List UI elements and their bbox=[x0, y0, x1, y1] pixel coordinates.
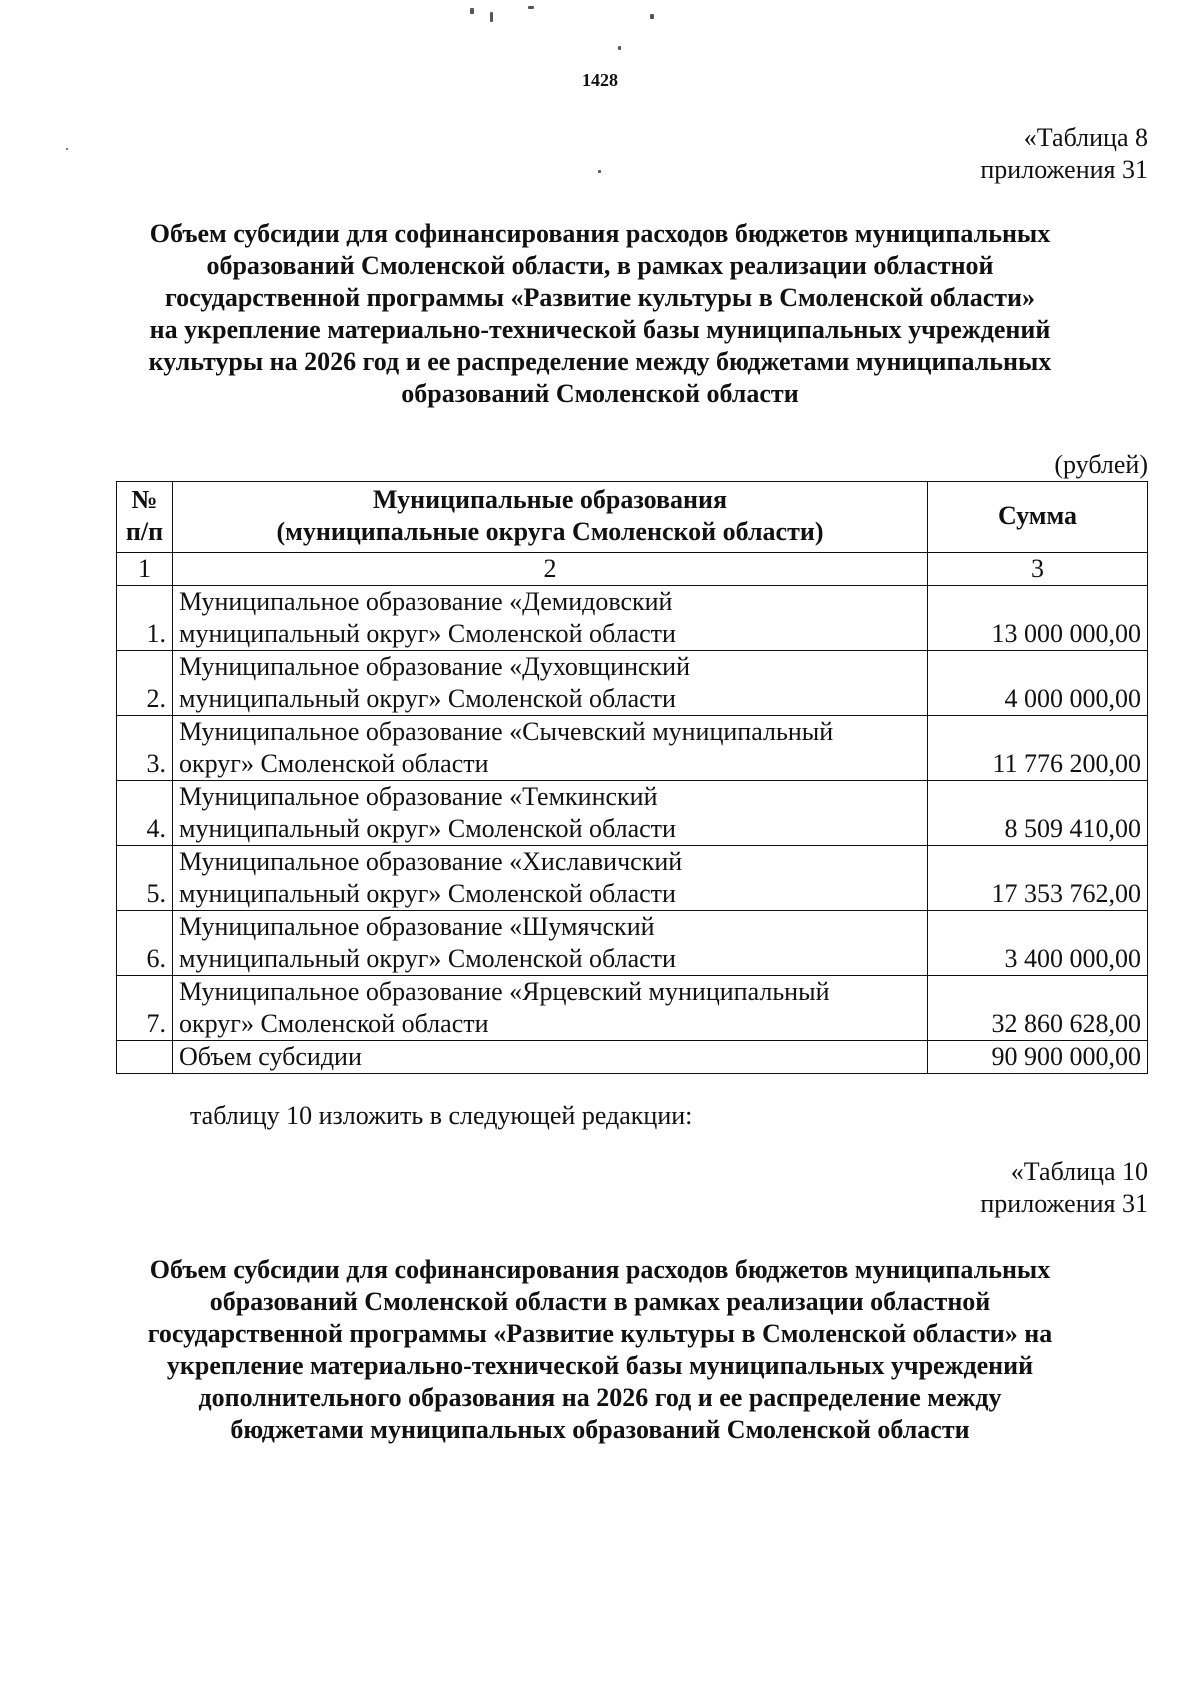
header-municipality bbox=[173, 482, 928, 553]
row-number: 5. bbox=[117, 846, 173, 911]
header-num-line1: № bbox=[131, 485, 158, 514]
row-name-line2: округ» Смоленской области bbox=[179, 749, 489, 778]
title-line: государственной программы «Развитие культуры в Смоленской области» bbox=[164, 283, 1036, 312]
table-row bbox=[117, 781, 1148, 846]
row-number: 6. bbox=[117, 911, 173, 976]
title-line: Объем субсидии для софинансирования расходов бюджетов муниципальных bbox=[149, 1255, 1051, 1284]
total-amount: 90 900 000,00 bbox=[928, 1041, 1148, 1074]
row-name-line1: Муниципальное образование «Хиславичский bbox=[179, 847, 683, 876]
row-name-line2: округ» Смоленской области bbox=[179, 1009, 489, 1038]
units-label: (рублей) bbox=[1054, 450, 1148, 479]
table-8-title bbox=[100, 218, 1100, 410]
row-name-line1: Муниципальное образование «Духовщинский bbox=[179, 652, 691, 681]
row-number: 1. bbox=[117, 586, 173, 651]
scan-speck bbox=[490, 12, 493, 22]
title-line: укрепление материально-технической базы муниципальных учреждений bbox=[166, 1351, 1034, 1380]
row-name-line1: Муниципальное образование «Демидовский bbox=[179, 587, 673, 616]
row-number: 4. bbox=[117, 781, 173, 846]
title-line: на укрепление материально-технической базы муниципальных учреждений bbox=[149, 315, 1051, 344]
row-name-line2: муниципальный округ» Смоленской области bbox=[179, 619, 676, 648]
row-municipality bbox=[173, 846, 928, 911]
row-municipality bbox=[173, 781, 928, 846]
table-row bbox=[117, 716, 1148, 781]
page-number: 1428 bbox=[582, 70, 618, 90]
column-index: 1 bbox=[117, 553, 173, 586]
title-line: образований Смоленской области в рамках реализации областной bbox=[209, 1287, 991, 1316]
column-index: 3 bbox=[928, 553, 1148, 586]
title-line: Объем субсидии для софинансирования расходов бюджетов муниципальных bbox=[149, 219, 1051, 248]
table-row bbox=[117, 846, 1148, 911]
row-amount: 4 000 000,00 bbox=[928, 651, 1148, 716]
table-10-ref-line: «Таблица 10 bbox=[1010, 1157, 1148, 1186]
table-10-title bbox=[100, 1254, 1100, 1446]
title-line: образований Смоленской области bbox=[401, 379, 799, 408]
row-municipality bbox=[173, 651, 928, 716]
row-municipality bbox=[173, 911, 928, 976]
row-number: 7. bbox=[117, 976, 173, 1041]
row-name-line1: Муниципальное образование «Шумячский bbox=[179, 912, 655, 941]
title-line: культуры на 2026 год и ее распределение между бюджетами муниципальных bbox=[148, 347, 1052, 376]
title-line: образований Смоленской области, в рамках реализации областной bbox=[206, 251, 994, 280]
scan-speck bbox=[598, 170, 601, 173]
table-8-ref-line: «Таблица 8 bbox=[1023, 123, 1148, 152]
title-line: государственной программы «Развитие культуры в Смоленской области» на bbox=[147, 1319, 1053, 1348]
total-num-cell bbox=[117, 1041, 173, 1074]
scan-speck bbox=[528, 6, 534, 9]
total-label: Объем субсидии bbox=[173, 1041, 928, 1074]
scan-speck bbox=[618, 46, 621, 50]
table-10-reference bbox=[980, 1156, 1148, 1220]
header-name-line2: (муниципальные округа Смоленской области) bbox=[276, 517, 824, 546]
table-8-reference bbox=[980, 122, 1148, 186]
header-name-line1: Муниципальные образования bbox=[372, 485, 728, 514]
header-amount: Сумма bbox=[928, 482, 1148, 553]
header-num-line2: п/п bbox=[125, 517, 164, 546]
table-row bbox=[117, 651, 1148, 716]
scan-speck bbox=[66, 148, 68, 150]
scan-speck bbox=[650, 14, 654, 19]
scan-speck bbox=[470, 8, 474, 14]
table-row bbox=[117, 586, 1148, 651]
column-index: 2 bbox=[173, 553, 928, 586]
row-name-line2: муниципальный округ» Смоленской области bbox=[179, 944, 676, 973]
row-municipality bbox=[173, 716, 928, 781]
row-name-line2: муниципальный округ» Смоленской области bbox=[179, 814, 676, 843]
row-name-line1: Муниципальное образование «Сычевский муниципальный bbox=[179, 717, 834, 746]
row-name-line2: муниципальный округ» Смоленской области bbox=[179, 684, 676, 713]
subsidy-table bbox=[116, 481, 1148, 1074]
title-line: бюджетами муниципальных образований Смоленской области bbox=[230, 1415, 970, 1444]
total-row bbox=[117, 1041, 1148, 1074]
row-municipality bbox=[173, 976, 928, 1041]
row-number: 2. bbox=[117, 651, 173, 716]
amendment-text: таблицу 10 изложить в следующей редакции: bbox=[190, 1101, 693, 1130]
header-num bbox=[117, 482, 173, 553]
table-10-ref-appendix: приложения 31 bbox=[980, 1189, 1148, 1218]
row-amount: 13 000 000,00 bbox=[928, 586, 1148, 651]
table-8-ref-appendix: приложения 31 bbox=[980, 155, 1148, 184]
row-amount: 32 860 628,00 bbox=[928, 976, 1148, 1041]
table-row bbox=[117, 976, 1148, 1041]
row-name-line1: Муниципальное образование «Темкинский bbox=[179, 782, 658, 811]
row-name-line2: муниципальный округ» Смоленской области bbox=[179, 879, 676, 908]
row-municipality bbox=[173, 586, 928, 651]
table-row bbox=[117, 911, 1148, 976]
row-number: 3. bbox=[117, 716, 173, 781]
row-amount: 17 353 762,00 bbox=[928, 846, 1148, 911]
row-amount: 8 509 410,00 bbox=[928, 781, 1148, 846]
row-name-line1: Муниципальное образование «Ярцевский муниципальный bbox=[179, 977, 830, 1006]
table-header-row bbox=[117, 482, 1148, 553]
column-index-row bbox=[117, 553, 1148, 586]
row-amount: 11 776 200,00 bbox=[928, 716, 1148, 781]
title-line: дополнительного образования на 2026 год и ее распределение между bbox=[198, 1383, 1002, 1412]
row-amount: 3 400 000,00 bbox=[928, 911, 1148, 976]
